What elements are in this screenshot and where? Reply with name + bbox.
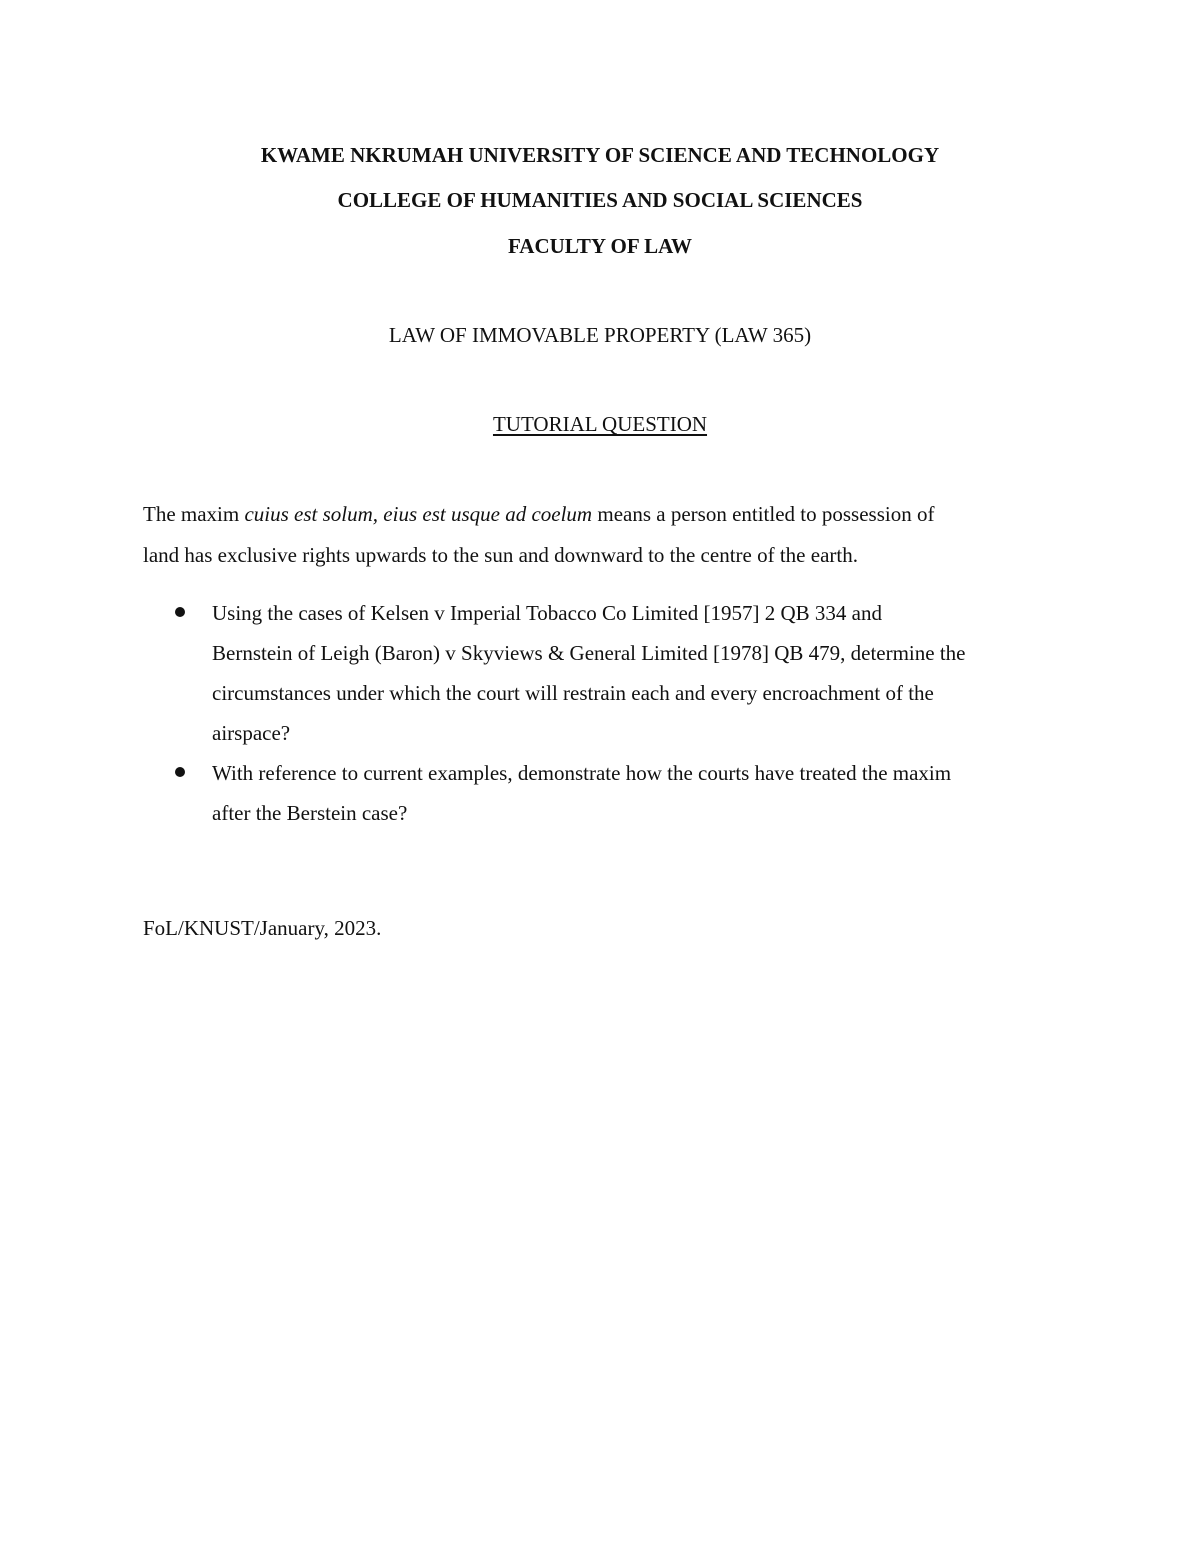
question-line: With reference to current examples, demonstrate how the courts have treated the maxim bbox=[212, 761, 952, 785]
intro-line-1 bbox=[143, 494, 1063, 535]
question-item bbox=[143, 753, 1083, 833]
course-title: LAW OF IMMOVABLE PROPERTY (LAW 365) bbox=[388, 323, 812, 347]
bullet-icon bbox=[175, 767, 185, 777]
question-line: airspace? bbox=[212, 721, 291, 745]
intro-line-2: land has exclusive rights upwards to the sun and downward to the centre of the earth. bbox=[143, 543, 858, 567]
university-name: KWAME NKRUMAH UNIVERSITY OF SCIENCE AND TECHNOLOGY bbox=[260, 143, 940, 167]
intro-paragraph bbox=[143, 494, 1063, 576]
document-reference: FoL/KNUST/January, 2023. bbox=[143, 916, 382, 940]
intro-suffix: means a person entitled to possession of bbox=[592, 502, 935, 526]
college-name: COLLEGE OF HUMANITIES AND SOCIAL SCIENCES bbox=[337, 188, 863, 212]
intro-prefix: The maxim bbox=[143, 502, 245, 526]
maxim-text: cuius est solum, eius est usque ad coelum bbox=[244, 502, 593, 526]
question-line: Bernstein of Leigh (Baron) v Skyviews & General Limited [1978] QB 479, determine the bbox=[212, 641, 966, 665]
question-line: Using the cases of Kelsen v Imperial Tobacco Co Limited [1957] 2 QB 334 and bbox=[212, 601, 882, 625]
question-list bbox=[143, 593, 1083, 833]
question-item bbox=[143, 593, 1083, 753]
bullet-icon bbox=[175, 607, 185, 617]
faculty-name: FACULTY OF LAW bbox=[508, 234, 692, 258]
section-heading-text: TUTORIAL QUESTION bbox=[492, 412, 708, 436]
question-line: after the Berstein case? bbox=[212, 801, 408, 825]
question-line: circumstances under which the court will restrain each and every encroachment of the bbox=[212, 681, 934, 705]
section-heading bbox=[0, 411, 1200, 437]
